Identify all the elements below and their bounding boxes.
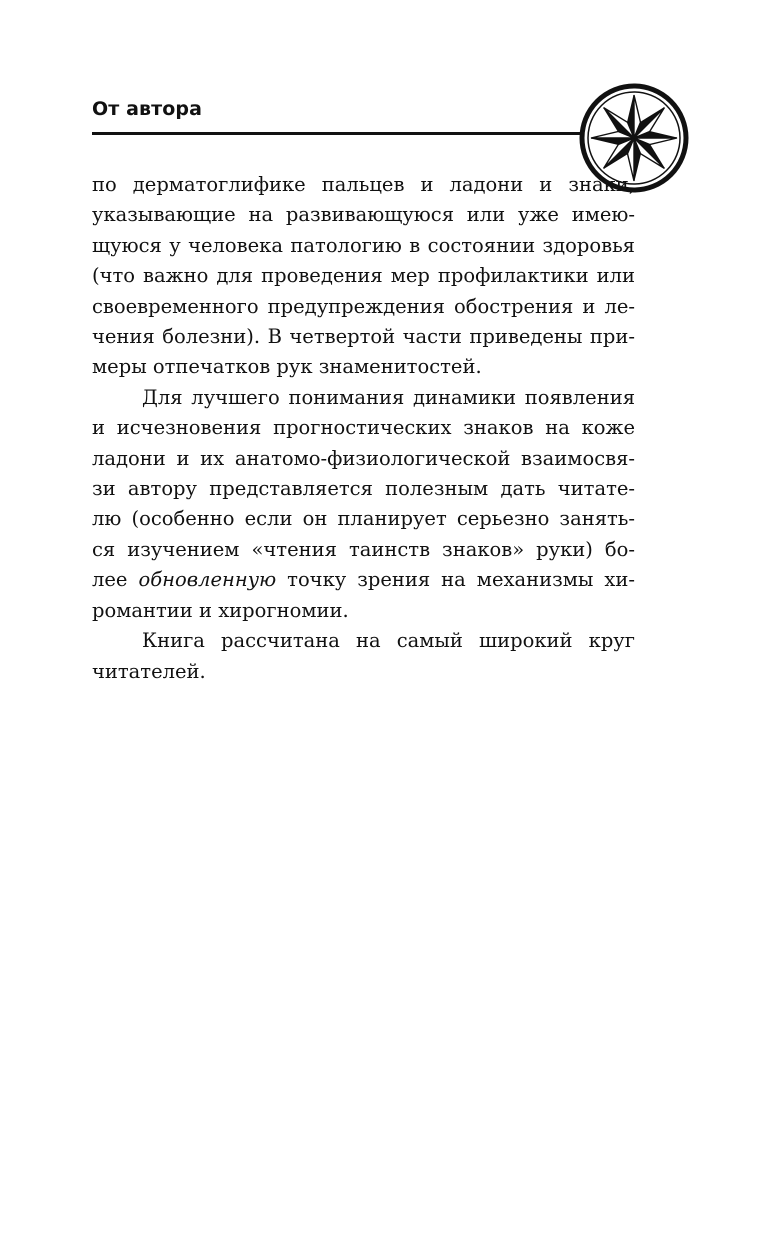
paragraph-3 xyxy=(92,626,635,687)
text-line: Книга рассчитана на самый широкий круг xyxy=(142,629,635,653)
text-line: своевременного предупреждения обострения и ле- xyxy=(92,294,635,318)
text-line: меры отпечатков рук знаменитостей. xyxy=(92,355,482,379)
text-line: ся изучением «чтения таинств знаков» руки) бо- xyxy=(92,537,635,561)
text-segment: лее xyxy=(92,568,139,592)
header-rule xyxy=(92,132,586,135)
text-line: ладони и их анатомо-физиологической взаимосвя- xyxy=(92,446,635,470)
text-line: указывающие на развивающуюся или уже имею- xyxy=(92,203,635,227)
text-line: лю (особенно если он планирует серьезно занять- xyxy=(92,507,635,531)
text-line: зи автору представляется полезным дать читате- xyxy=(92,477,635,501)
emphasized-word: обновленную xyxy=(138,568,277,592)
body-text xyxy=(92,170,635,687)
text-line: чения болезни). В четвертой части приведены при- xyxy=(92,325,635,349)
text-line: щуюся у человека патологию в состоянии здоровья xyxy=(92,233,635,257)
paragraph-2 xyxy=(92,383,635,626)
paragraph-1 xyxy=(92,170,635,383)
text-line: по дерматоглифике пальцев и ладони и знаки, xyxy=(92,173,635,196)
text-line: (что важно для проведения мер профилактики или xyxy=(92,264,635,288)
text-line: и исчезновения прогностических знаков на коже xyxy=(92,416,635,440)
text-line: романтии и хирогномии. xyxy=(92,598,349,622)
text-line: читателей. xyxy=(92,659,206,683)
running-title: От автора xyxy=(92,98,203,120)
text-line: Для лучшего понимания динамики появления xyxy=(142,385,635,409)
text-line xyxy=(92,565,635,595)
text-segment: точку зрения на механизмы хи- xyxy=(276,568,635,592)
